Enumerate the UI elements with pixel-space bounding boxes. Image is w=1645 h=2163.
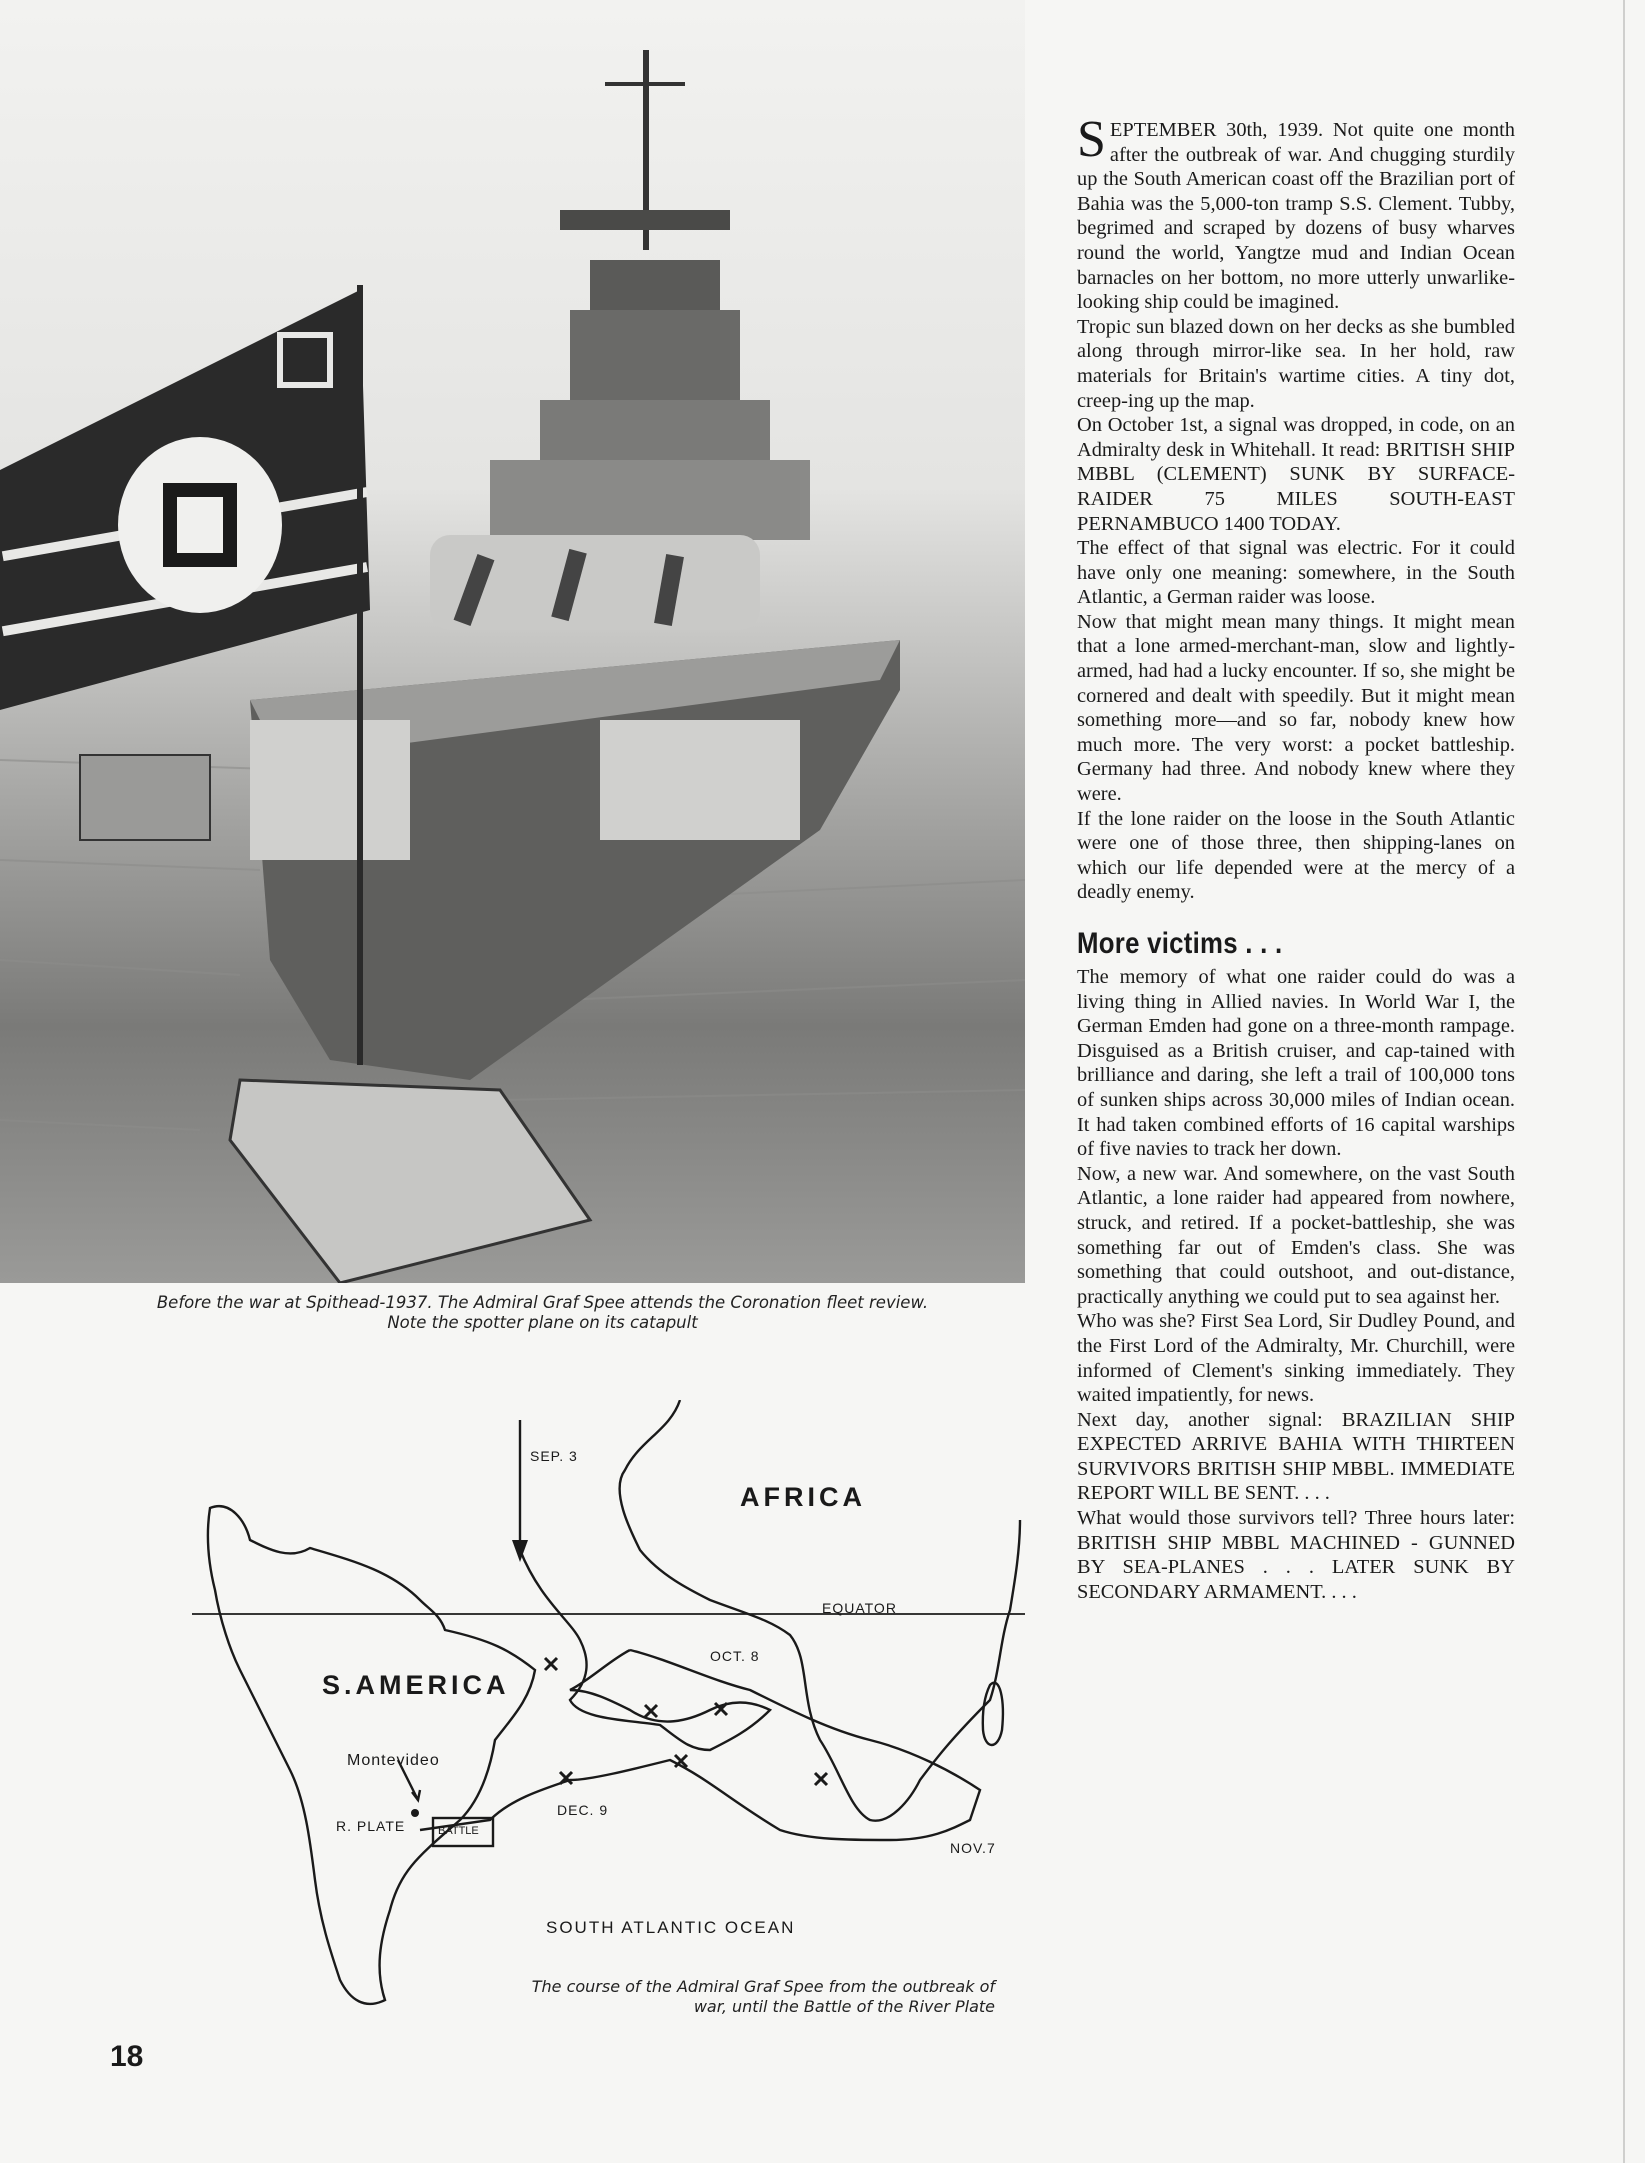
section-heading: More victims . . . xyxy=(1077,927,1283,960)
article-paragraph-6: If the lone raider on the loose in the South Atlantic were one of those three, then shipping-lanes on which our life depended were at the mercy of a deadly enemy. xyxy=(1077,807,1515,904)
map-outline xyxy=(190,1400,1030,2040)
article-paragraph-8: Now, a new war. And somewhere, on the vast South Atlantic, a lone raider had appeared from nowhere, struck, and retired. If a pocket-battleship, she was something far out of Emden's class. She was something that could outshoot, and out-distance, practically anything we could put to sea against her. xyxy=(1077,1162,1515,1308)
montevideo-label: Montevideo xyxy=(347,1752,440,1769)
article-paragraph-3: On October 1st, a signal was dropped, in code, on an Admiralty desk in Whitehall. It read: BRITISH SHIP MBBL (CLEMENT) SUNK BY SURFACE-RAIDER 75 MILES SOUTH-EAST PERNAMBUCO 1400 TODAY. xyxy=(1077,414,1515,535)
africa-label: AFRICA xyxy=(740,1482,866,1512)
article-paragraph-2: Tropic sun blazed down on her decks as she bumbled along through mirror-like sea. In her hold, raw materials for Britain's wartime cities. A tiny dot, creep-ing up the map. xyxy=(1077,315,1515,412)
article-paragraph-7: The memory of what one raider could do was a living thing in Allied navies. In World War I, the German Emden had gone on a three-month rampage. Disguised as a British cruiser, and cap-tained with brilliance and daring, she left a trail of 100,000 tons of sunken ships across 30,000 miles of Indian ocean. It had taken combined efforts of 16 capital warships of five navies to track her down. xyxy=(1077,966,1515,1161)
route-map xyxy=(190,1400,1030,2040)
warship-photo xyxy=(0,0,1025,1283)
warship-illustration xyxy=(0,0,1025,1283)
article-paragraph-9: Who was she? First Sea Lord, Sir Dudley Pound, and the First Lord of the Admiralty, Mr. Churchill, were informed of Clement's sinking immediately. They waited impatiently, for news. xyxy=(1077,1310,1515,1407)
map-caption: The course of the Admiral Graf Spee from the outbreak of war, until the Battle of the River Plate xyxy=(531,1977,995,2016)
nov7-label: NOV.7 xyxy=(950,1840,996,1856)
drop-cap: S xyxy=(1077,111,1106,168)
r-plate-label: R. PLATE xyxy=(336,1818,406,1834)
article-paragraph-5: Now that might mean many things. It might mean that a lone armed-merchant-man, slow and lightly-armed, had had a lucky encounter. If so, she might be cornered and dealt with speedily. But it might mean something more—and so far, nobody knew how much more. The very worst: a pocket battleship. Germany had three. And nobody knew where they were. xyxy=(1077,610,1515,806)
article-paragraph-11: What would those survivors tell? Three hours later: BRITISH SHIP MBBL MACHINED - GUNNED BY SEA-PLANES . . . LATER SUNK BY SECONDARY ARMAMENT. . . . xyxy=(1077,1507,1515,1603)
dec9-label: DEC. 9 xyxy=(557,1802,609,1818)
battle-label: BATTLE xyxy=(438,1825,479,1837)
page-edge xyxy=(1623,0,1625,2163)
article-paragraph-4: The effect of that signal was electric. For it could have only one meaning: somewhere, in the South Atlantic, a German raider was loose. xyxy=(1077,537,1515,609)
page-number: 18 xyxy=(110,2040,144,2073)
article-paragraph-10: Next day, another signal: BRAZILIAN SHIP EXPECTED ARRIVE BAHIA WITH THIRTEEN SURVIVORS BRITISH SHIP MBBL. IMMEDIATE REPORT WILL BE SENT. . . . xyxy=(1077,1408,1515,1505)
s-america-label: S.AMERICA xyxy=(322,1670,510,1700)
article-paragraph-1: SEPTEMBER 30th, 1939. Not quite one month after the outbreak of war. And chugging sturdily up the South American coast off the Brazilian port of Bahia was the 5,000-ton tramp S.S. Clement. Tubby, begrimed and scraped by dozens of busy wharves round the world, Yangtze mud and Indian Ocean barnacles on her bottom, no more utterly unwarlike-looking ship could be imagined. xyxy=(1077,111,1515,314)
ocean-label: SOUTH ATLANTIC OCEAN xyxy=(546,1918,796,1937)
photo-caption: Before the war at Spithead-1937. The Admiral Graf Spee attends the Coronation fleet review. Note the spotter plane on its catapult xyxy=(156,1293,929,1332)
equator-label: EQUATOR xyxy=(822,1600,897,1616)
article-column xyxy=(1077,111,1515,1604)
sep3-label: SEP. 3 xyxy=(530,1448,578,1464)
oct8-label: OCT. 8 xyxy=(710,1648,760,1664)
